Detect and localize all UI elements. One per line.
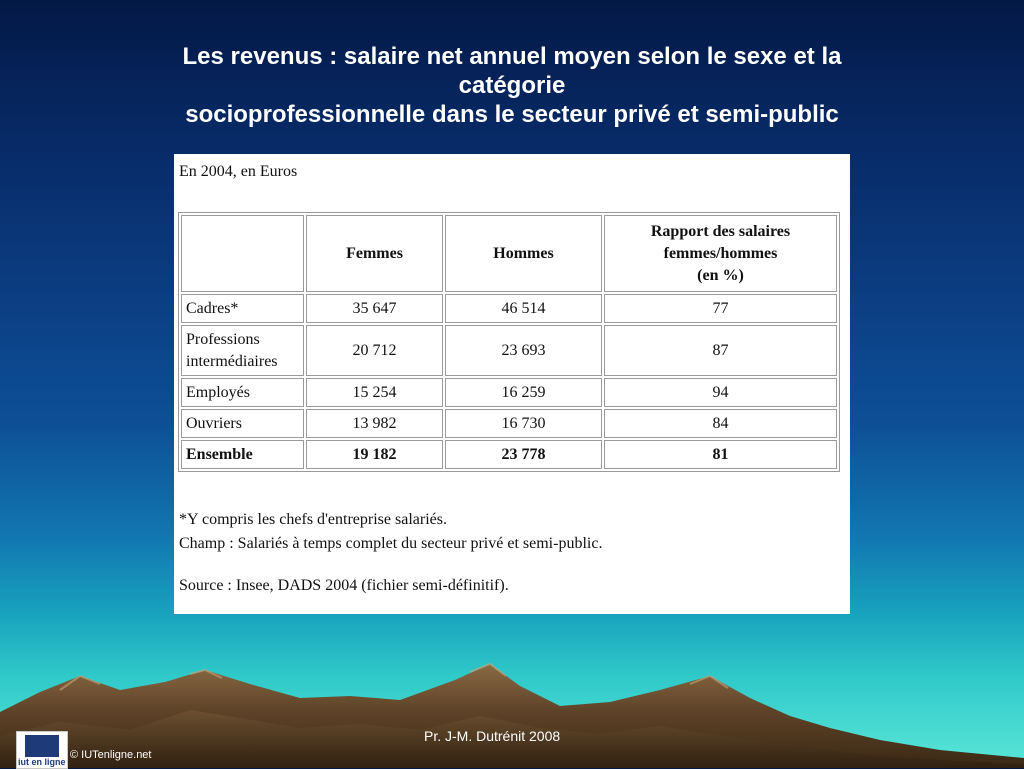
cell-hommes: 16 730 <box>445 409 602 438</box>
cell-femmes: 19 182 <box>306 440 443 469</box>
table-row <box>181 325 837 376</box>
cell-femmes: 20 712 <box>306 325 443 376</box>
author-credit: Pr. J-M. Dutrénit 2008 <box>424 728 561 744</box>
copyright-notice: © IUTenligne.net <box>70 749 152 761</box>
header-rapport-line: Rapport des salaires <box>650 222 791 240</box>
table-row <box>181 409 837 438</box>
header-category <box>181 215 304 292</box>
cell-rapport: 94 <box>604 378 837 407</box>
header-femmes: Femmes <box>306 215 443 292</box>
cell-femmes: 15 254 <box>306 378 443 407</box>
row-label: Ouvriers <box>181 409 304 438</box>
cell-rapport: 87 <box>604 325 837 376</box>
footnote-champ: Champ : Salariés à temps complet du secteur privé et semi-public. <box>179 535 603 552</box>
salary-table-image <box>174 154 850 614</box>
header-rapport-line: (en %) <box>697 266 744 284</box>
cell-hommes: 46 514 <box>445 294 602 323</box>
slide-title <box>90 42 934 129</box>
cell-rapport: 84 <box>604 409 837 438</box>
footnote-source: Source : Insee, DADS 2004 (fichier semi-définitif). <box>179 577 509 594</box>
row-label: Ensemble <box>181 440 304 469</box>
footnote-asterisk: *Y compris les chefs d'entreprise salariés. <box>179 511 447 528</box>
salary-table <box>178 212 840 472</box>
row-label <box>181 325 304 376</box>
row-label: Cadres* <box>181 294 304 323</box>
cell-hommes: 23 693 <box>445 325 602 376</box>
table-row-total <box>181 440 837 469</box>
cell-rapport: 81 <box>604 440 837 469</box>
cell-femmes: 13 982 <box>306 409 443 438</box>
header-rapport <box>604 215 837 292</box>
cell-femmes: 35 647 <box>306 294 443 323</box>
table-row <box>181 378 837 407</box>
row-label-line: intermédiaires <box>186 352 278 370</box>
title-line-3: socioprofessionnelle dans le secteur privé et semi-public <box>185 101 839 128</box>
logo-graphic-icon <box>25 735 59 757</box>
table-row <box>181 294 837 323</box>
table-header-row <box>181 215 837 292</box>
header-hommes: Hommes <box>445 215 602 292</box>
table-caption: En 2004, en Euros <box>179 163 298 180</box>
row-label: Employés <box>181 378 304 407</box>
row-label-line: Professions <box>186 330 260 348</box>
cell-rapport: 77 <box>604 294 837 323</box>
mountain-landscape <box>0 640 1024 768</box>
cell-hommes: 16 259 <box>445 378 602 407</box>
title-line-1: Les revenus : salaire net annuel moyen selon le sexe et la <box>182 43 842 70</box>
cell-hommes: 23 778 <box>445 440 602 469</box>
iutenligne-logo <box>16 731 68 769</box>
logo-text: iut en ligne <box>18 757 66 767</box>
table-footnotes <box>179 508 602 598</box>
title-line-2: catégorie <box>458 72 566 99</box>
header-rapport-line: femmes/hommes <box>663 244 778 262</box>
